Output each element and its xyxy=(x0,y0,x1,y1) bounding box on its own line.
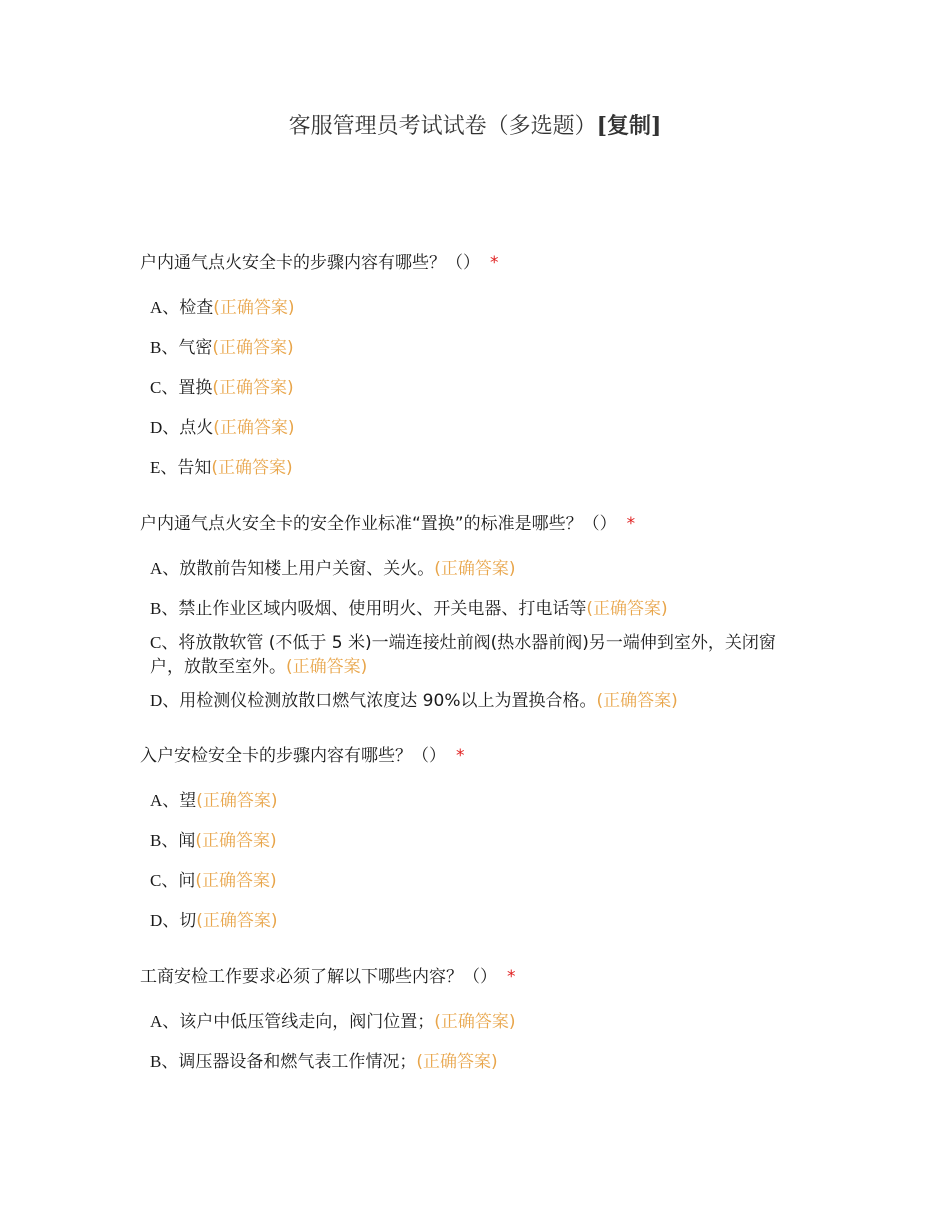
correct-answer-tag: (正确答案) xyxy=(212,378,294,398)
correct-answer-tag: (正确答案) xyxy=(434,559,516,579)
option-text: 点火 xyxy=(179,418,214,438)
option-letter: A、 xyxy=(150,298,180,317)
correct-answer-tag: (正确答案) xyxy=(213,298,295,318)
correct-answer-tag: (正确答案) xyxy=(195,831,277,851)
option-letter: A、 xyxy=(150,559,180,578)
option-letter: D、 xyxy=(150,418,180,437)
option-letter: B、 xyxy=(150,599,179,618)
question-text xyxy=(140,743,800,769)
question-3 xyxy=(140,743,800,949)
option-list xyxy=(140,557,800,713)
option-d[interactable] xyxy=(140,689,800,713)
title-text: 客服管理员考试试卷（多选题） xyxy=(288,114,597,139)
option-text: 闻 xyxy=(178,831,196,851)
option-c[interactable] xyxy=(140,869,800,893)
option-text: 切 xyxy=(179,911,197,931)
question-label: 入户安检安全卡的步骤内容有哪些？（） xyxy=(140,746,446,766)
option-text: 将放散软管 (不低于 5 米)一端连接灶前阀(热水器前阀)另一端伸到室外，关闭窗户，放散至室外。 xyxy=(150,633,776,677)
correct-answer-tag: (正确答案) xyxy=(586,599,668,619)
correct-answer-tag: (正确答案) xyxy=(286,657,368,677)
required-mark: * xyxy=(507,967,516,987)
option-list xyxy=(140,1010,800,1074)
option-letter: D、 xyxy=(150,691,180,710)
correct-answer-tag: (正确答案) xyxy=(213,418,295,438)
question-text xyxy=(140,964,800,990)
question-2 xyxy=(140,511,800,729)
question-label: 户内通气点火安全卡的步骤内容有哪些？（） xyxy=(140,253,480,273)
required-mark: * xyxy=(490,253,499,273)
option-letter: B、 xyxy=(150,338,179,357)
option-text: 气密 xyxy=(178,338,213,358)
required-mark: * xyxy=(626,514,636,534)
option-c[interactable] xyxy=(140,631,800,679)
correct-answer-tag: (正确答案) xyxy=(596,691,678,711)
option-text: 告知 xyxy=(177,458,212,478)
option-c[interactable] xyxy=(140,376,800,400)
correct-answer-tag: (正确答案) xyxy=(211,458,293,478)
option-a[interactable] xyxy=(140,557,800,581)
option-letter: B、 xyxy=(150,831,179,850)
option-text: 调压器设备和燃气表工作情况； xyxy=(178,1052,417,1072)
option-text: 望 xyxy=(179,791,197,811)
option-text: 检查 xyxy=(179,298,214,318)
option-b[interactable] xyxy=(140,336,800,360)
option-letter: A、 xyxy=(150,791,180,810)
option-text: 禁止作业区域内吸烟、使用明火、开关电器、打电话等 xyxy=(178,599,587,619)
correct-answer-tag: (正确答案) xyxy=(416,1052,498,1072)
page-title xyxy=(0,110,950,143)
option-text: 该户中低压管线走向，阀门位置； xyxy=(179,1012,435,1032)
option-letter: C、 xyxy=(150,378,179,397)
option-text: 用检测仪检测放散口燃气浓度达 90%以上为置换合格。 xyxy=(179,691,597,711)
required-mark: * xyxy=(456,746,465,766)
title-suffix: [复制] xyxy=(596,113,662,139)
correct-answer-tag: (正确答案) xyxy=(195,871,277,891)
option-letter: E、 xyxy=(150,458,178,477)
option-letter: C、 xyxy=(150,871,179,890)
correct-answer-tag: (正确答案) xyxy=(212,338,294,358)
option-list xyxy=(140,296,800,480)
option-letter: D、 xyxy=(150,911,180,930)
option-b[interactable] xyxy=(140,1050,800,1074)
option-b[interactable] xyxy=(140,597,800,621)
option-text: 置换 xyxy=(178,378,213,398)
option-b[interactable] xyxy=(140,829,800,853)
correct-answer-tag: (正确答案) xyxy=(196,911,278,931)
option-text: 问 xyxy=(178,871,196,891)
question-1 xyxy=(140,250,800,496)
question-4 xyxy=(140,964,800,1090)
option-a[interactable] xyxy=(140,296,800,320)
option-list xyxy=(140,789,800,933)
question-text xyxy=(140,250,800,276)
option-letter: A、 xyxy=(150,1012,180,1031)
question-label: 户内通气点火安全卡的安全作业标准“置换”的标准是哪些？（） xyxy=(140,514,617,534)
option-letter: B、 xyxy=(150,1052,179,1071)
option-a[interactable] xyxy=(140,1010,800,1034)
option-e[interactable] xyxy=(140,456,800,480)
option-d[interactable] xyxy=(140,416,800,440)
question-text xyxy=(140,511,800,537)
correct-answer-tag: (正确答案) xyxy=(196,791,278,811)
question-label: 工商安检工作要求必须了解以下哪些内容？（） xyxy=(140,967,497,987)
option-a[interactable] xyxy=(140,789,800,813)
option-d[interactable] xyxy=(140,909,800,933)
correct-answer-tag: (正确答案) xyxy=(434,1012,516,1032)
option-letter: C、 xyxy=(150,633,179,652)
option-text: 放散前告知楼上用户关窗、关火。 xyxy=(179,559,435,579)
